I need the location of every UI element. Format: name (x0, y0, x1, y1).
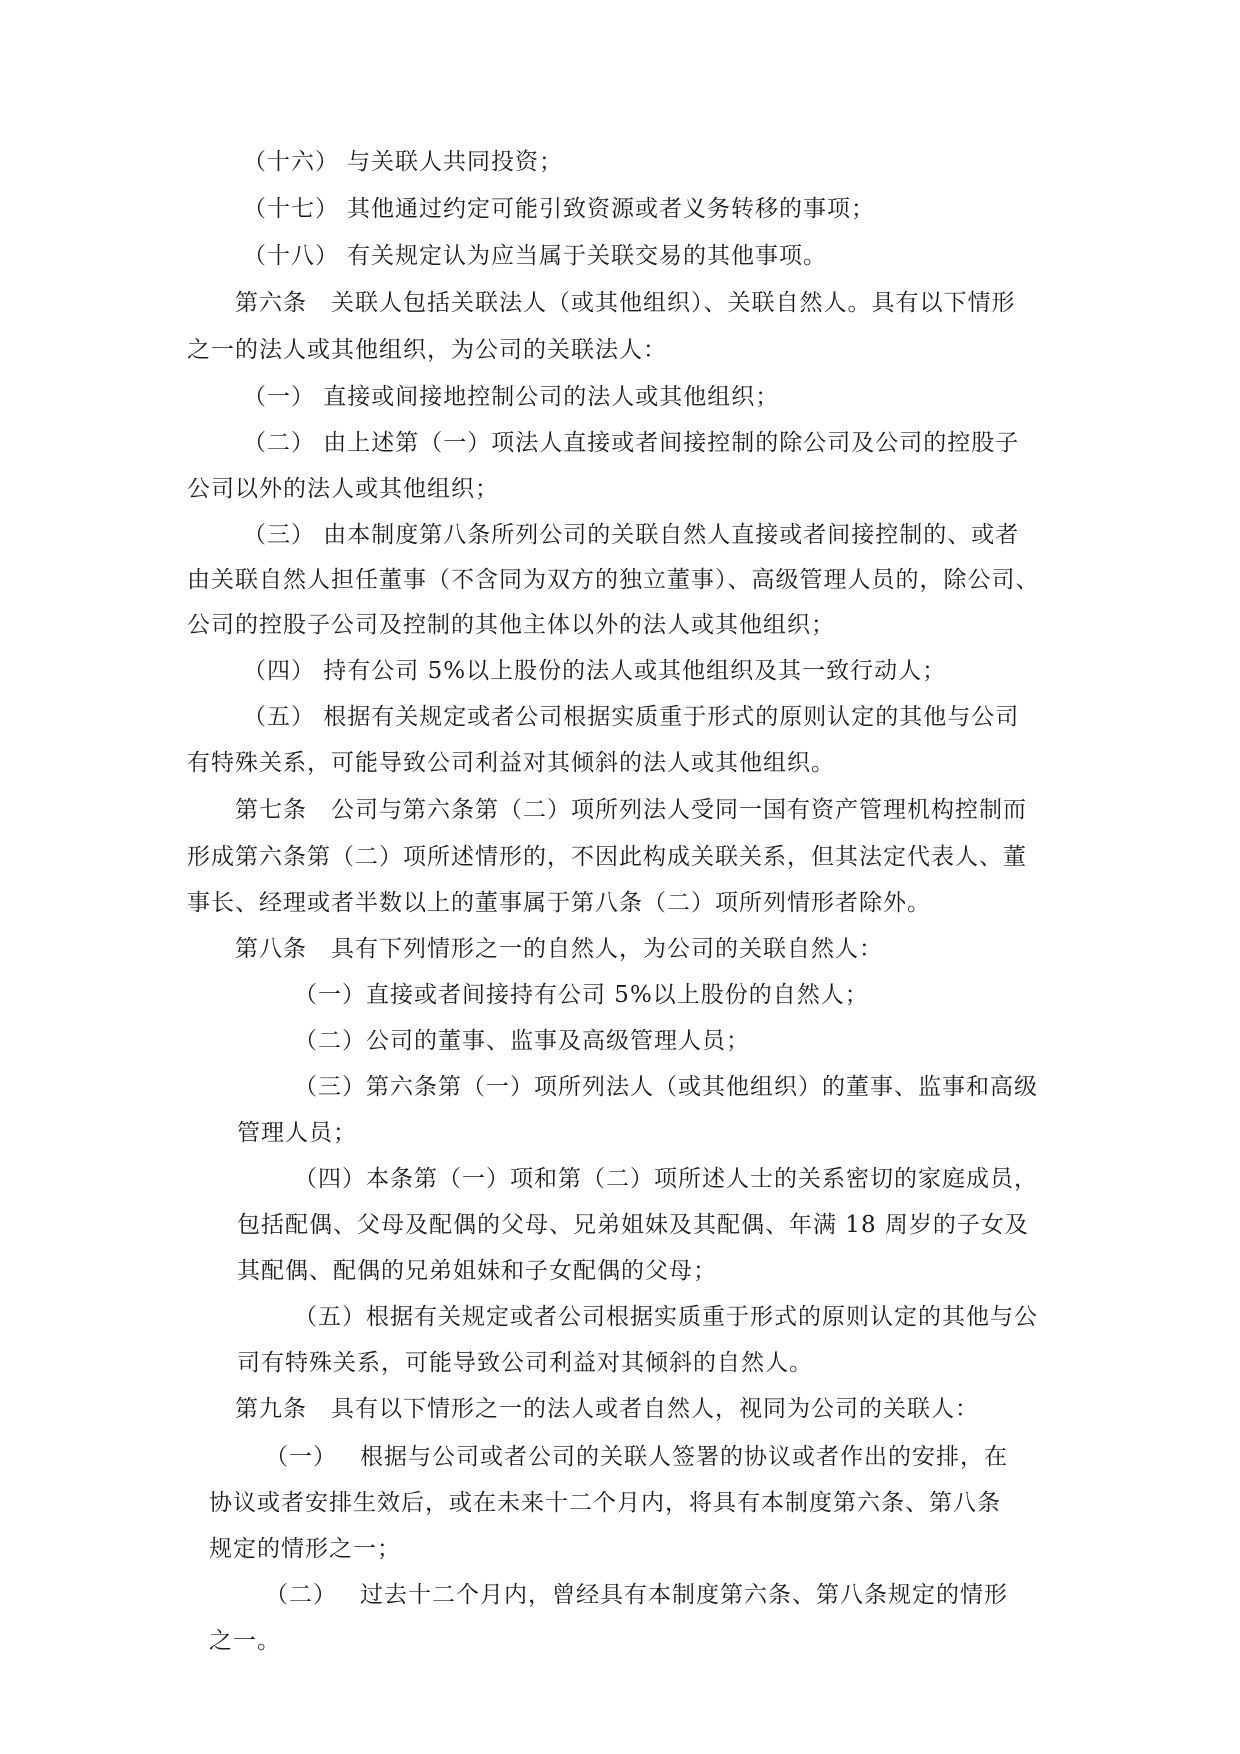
article-9-item-1-line-2: 协议或者安排生效后，或在未来十二个月内，将具有本制度第六条、第八条 (209, 1490, 1001, 1516)
article-6-item-2-line-1: （二） 由上述第（一）项法人直接或者间接控制的除公司及公司的控股子 (243, 430, 1020, 456)
item-17 (243, 194, 875, 224)
item-16 (243, 147, 563, 177)
article-9-item-1-number: （一） (265, 1444, 337, 1470)
article-9-line-1: 第九条 具有以下情形之一的法人或者自然人，视同为公司的关联人： (235, 1396, 979, 1422)
article-8-line-1: 第八条 具有下列情形之一的自然人，为公司的关联自然人： (235, 936, 883, 962)
article-8-item-5-line-1: （五）根据有关规定或者公司根据实质重于形式的原则认定的其他与公 (294, 1304, 1038, 1330)
article-9-item-1-text: 根据与公司或者公司的关联人签署的协议或者作出的安排，在 (360, 1444, 1008, 1470)
item-17-number: （十七） (243, 196, 339, 222)
item-17-text: 其他通过约定可能引致资源或者义务转移的事项； (347, 196, 875, 222)
article-6-item-3-line-2: 由关联自然人担任董事（不含同为双方的独立董事）、高级管理人员的，除公司、 (187, 567, 1040, 593)
item-18-number: （十八） (243, 243, 339, 269)
article-9-item-2-text: 过去十二个月内，曾经具有本制度第六条、第八条规定的情形 (360, 1582, 1008, 1608)
item-18-text: 有关规定认为应当属于关联交易的其他事项。 (347, 243, 827, 269)
article-7-line-3: 事长、经理或者半数以上的董事属于第八条（二）项所列情形者除外。 (187, 890, 931, 916)
article-9-item-1-line-1 (265, 1442, 1008, 1472)
article-6-line-2: 之一的法人或其他组织，为公司的关联法人： (187, 337, 667, 363)
article-8-item-2: （二）公司的董事、监事及高级管理人员； (294, 1028, 750, 1054)
article-8-item-3-line-1: （三）第六条第（一）项所列法人（或其他组织）的董事、监事和高级 (294, 1074, 1038, 1100)
item-18 (243, 241, 827, 271)
article-9-item-1-line-3: 规定的情形之一； (209, 1536, 401, 1562)
article-8-item-4-line-1: （四）本条第（一）项和第（二）项所述人士的关系密切的家庭成员， (294, 1166, 1038, 1192)
article-6-line-1: 第六条 关联人包括关联法人（或其他组织）、关联自然人。具有以下情形 (235, 290, 1016, 316)
article-9-item-2-number: （二） (265, 1582, 337, 1608)
article-6-item-2-line-2: 公司以外的法人或其他组织； (187, 476, 499, 502)
article-7-line-2: 形成第六条第（二）项所述情形的，不因此构成关联关系，但其法定代表人、董 (187, 844, 1027, 870)
article-6-item-4: （四） 持有公司 5%以上股份的法人或其他组织及其一致行动人； (243, 658, 947, 684)
item-16-number: （十六） (243, 149, 339, 175)
article-8-item-4-line-2: 包括配偶、父母及配偶的父母、兄弟姐妹及其配偶、年满 18 周岁的子女及 (237, 1212, 1029, 1238)
article-8-item-4-line-3: 其配偶、配偶的兄弟姐妹和子女配偶的父母； (237, 1258, 717, 1284)
article-6-item-3-line-3: 公司的控股子公司及控制的其他主体以外的法人或其他组织； (187, 612, 835, 638)
article-6-item-1: （一） 直接或间接地控制公司的法人或其他组织； (243, 384, 780, 410)
article-8-item-5-line-2: 司有特殊关系，可能导致公司利益对其倾斜的自然人。 (237, 1350, 813, 1376)
article-8-item-1: （一）直接或者间接持有公司 5%以上股份的自然人； (294, 982, 869, 1008)
article-6-item-3-line-1: （三） 由本制度第八条所列公司的关联自然人直接或者间接控制的、或者 (243, 522, 1020, 548)
article-7-line-1: 第七条 公司与第六条第（二）项所列法人受同一国有资产管理机构控制而 (235, 797, 1027, 823)
article-6-item-5-line-1: （五） 根据有关规定或者公司根据实质重于形式的原则认定的其他与公司 (243, 704, 1020, 730)
article-6-item-5-line-2: 有特殊关系，可能导致公司利益对其倾斜的法人或其他组织。 (187, 750, 835, 776)
article-9-item-2-line-2: 之一。 (209, 1628, 281, 1654)
article-9-item-2-line-1 (265, 1580, 1008, 1610)
article-8-item-3-line-2: 管理人员； (237, 1120, 357, 1146)
item-16-text: 与关联人共同投资； (347, 149, 563, 175)
